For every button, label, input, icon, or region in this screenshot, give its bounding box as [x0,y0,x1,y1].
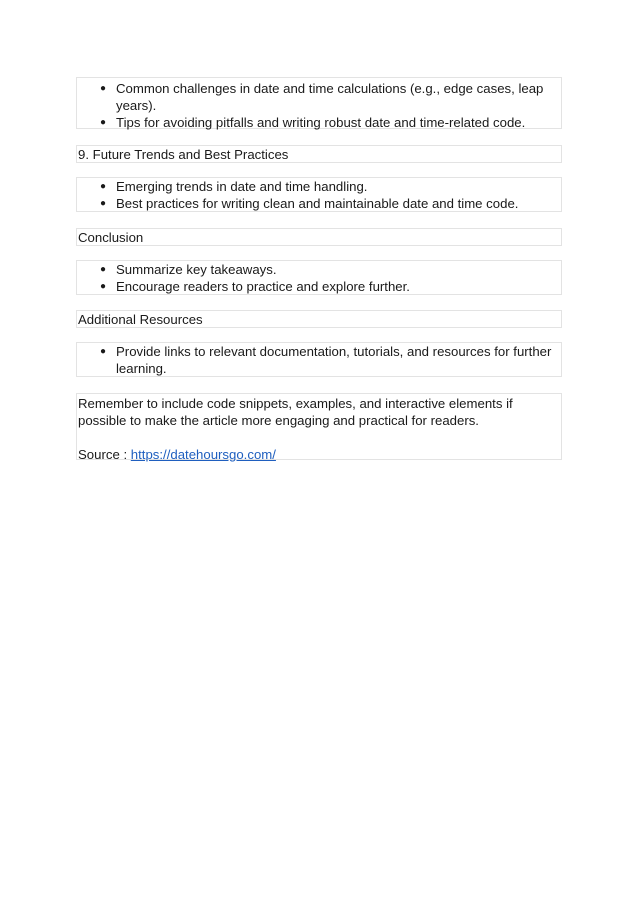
list-item [77,114,561,131]
list-item-text: Common challenges in date and time calculations (e.g., edge cases, leap years). [116,81,544,113]
list-item-text: Encourage readers to practice and explore further. [116,279,410,294]
resources-list [77,343,561,377]
list-item-text: Tips for avoiding pitfalls and writing robust date and time-related code. [116,115,526,130]
source-line [78,446,561,463]
closing-box [76,393,562,460]
conclusion-list-box [76,260,562,295]
bullet-icon: ● [100,117,107,128]
future-list [77,178,561,212]
source-label: Source : [78,447,131,462]
paragraph-spacer [78,429,561,446]
future-list-box [76,177,562,212]
list-item-text: Best practices for writing clean and maintainable date and time code. [116,196,519,211]
section-heading-additional-resources: Additional Resources [76,310,562,328]
list-item [77,343,561,377]
resources-list-box [76,342,562,377]
list-item-text: Emerging trends in date and time handling. [116,179,368,194]
bullet-icon: ● [100,264,107,275]
source-link[interactable]: https://datehoursgo.com/ [130,447,276,462]
conclusion-list [77,261,561,295]
list-item [77,261,561,278]
section-heading-future-trends: 9. Future Trends and Best Practices [76,145,562,163]
bullet-icon: ● [100,281,107,292]
challenges-list [77,80,561,131]
bullet-icon: ● [100,181,107,192]
challenges-list-box [76,77,562,129]
bullet-icon: ● [100,83,107,94]
list-item [77,80,561,114]
section-heading-conclusion: Conclusion [76,228,562,246]
list-item [77,195,561,212]
list-item [77,178,561,195]
list-item [77,278,561,295]
bullet-icon: ● [100,346,107,357]
list-item-text: Provide links to relevant documentation, tutorials, and resources for further learning. [116,344,552,376]
list-item-text: Summarize key takeaways. [116,262,277,277]
closing-paragraph: Remember to include code snippets, examples, and interactive elements if possible to make the article more engaging and practical for readers. [78,396,513,428]
bullet-icon: ● [100,198,107,209]
